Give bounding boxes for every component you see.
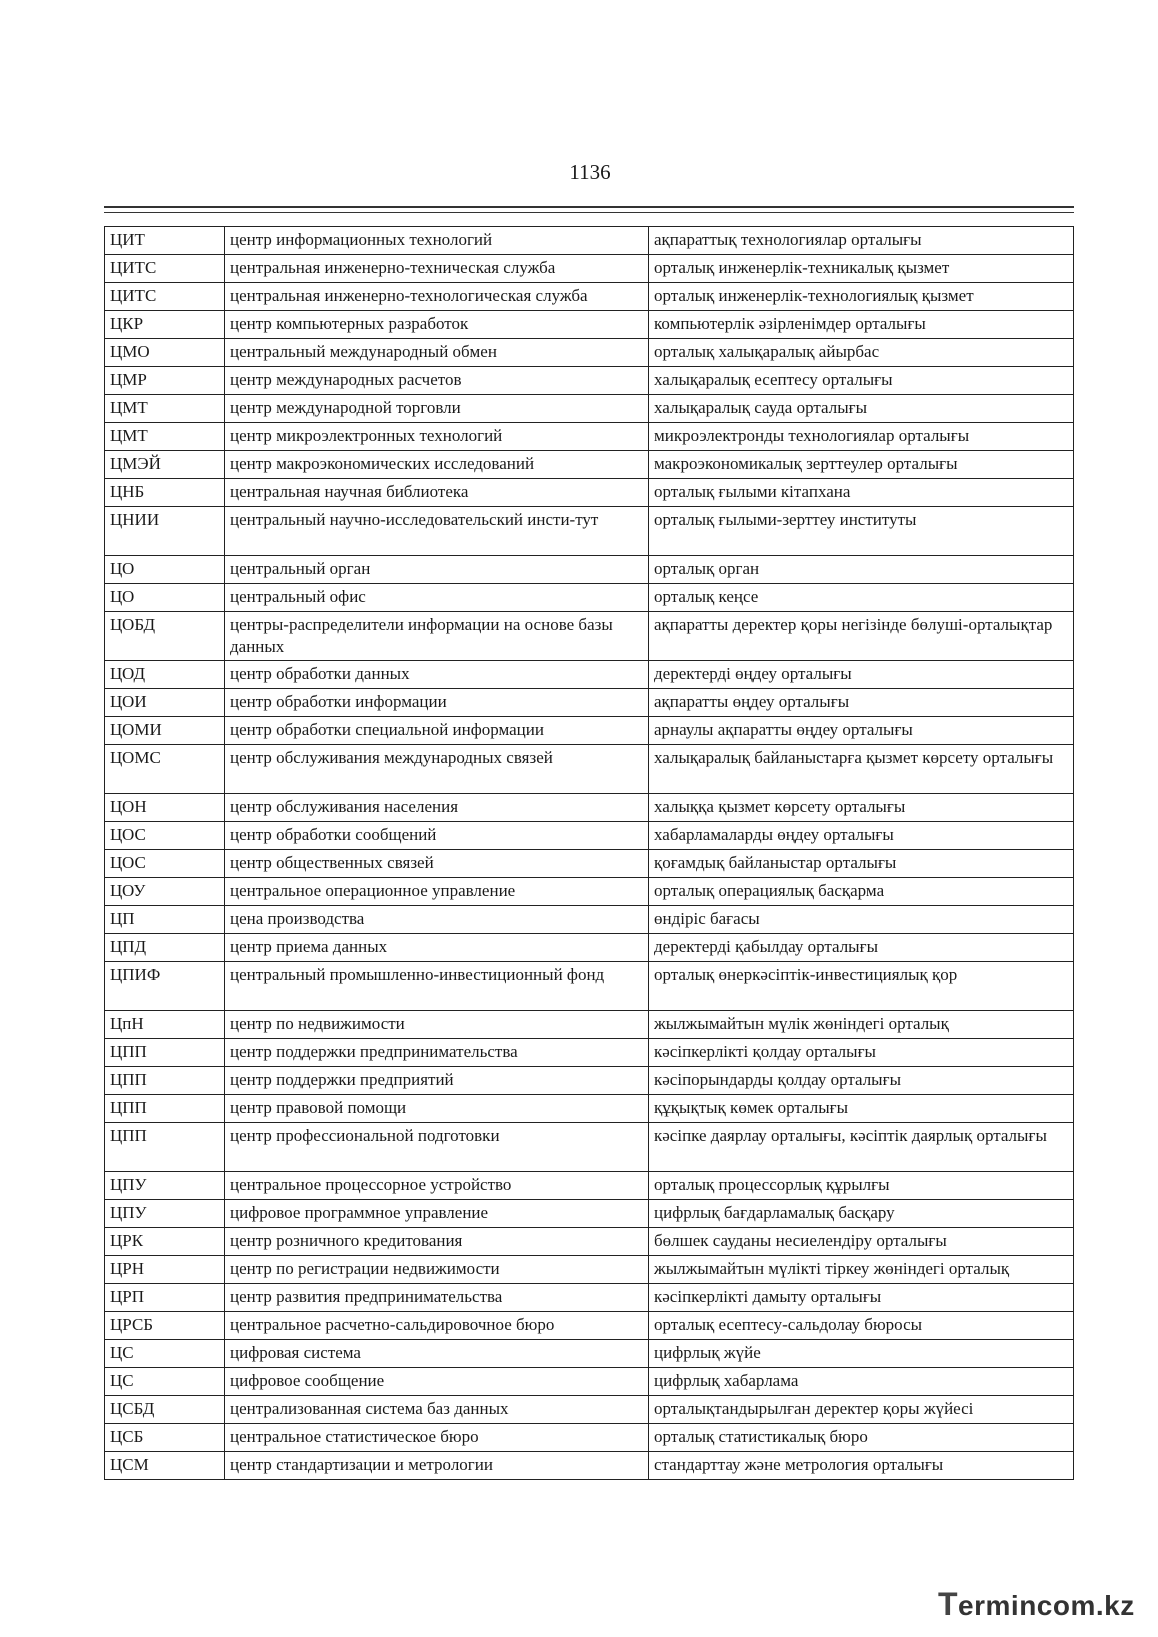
kazakh-term-cell: қоғамдық байланыстар орталығы — [649, 850, 1074, 878]
russian-term-cell: центр правовой помощи — [225, 1095, 649, 1123]
table-row — [105, 934, 1074, 962]
table-row — [105, 1452, 1074, 1480]
russian-term-cell: центральная инженерно-техническая служба — [225, 255, 649, 283]
table-row — [105, 1228, 1074, 1256]
abbreviation-cell: ЦО — [105, 556, 225, 584]
russian-term-cell: цифровое сообщение — [225, 1368, 649, 1396]
kazakh-term-cell: орталық операциялық басқарма — [649, 878, 1074, 906]
russian-term-cell: центр международной торговли — [225, 395, 649, 423]
table-row — [105, 1011, 1074, 1039]
kazakh-term-cell: бөлшек сауданы несиелендіру орталығы — [649, 1228, 1074, 1256]
table-row — [105, 1039, 1074, 1067]
russian-term-cell: центральный международный обмен — [225, 339, 649, 367]
table-row — [105, 339, 1074, 367]
kazakh-term-cell: құқықтық көмек орталығы — [649, 1095, 1074, 1123]
abbreviation-cell: ЦОН — [105, 794, 225, 822]
table-row — [105, 395, 1074, 423]
abbreviation-cell: ЦОУ — [105, 878, 225, 906]
table-row — [105, 584, 1074, 612]
abbreviation-cell: ЦМО — [105, 339, 225, 367]
kazakh-term-cell: арнаулы ақпаратты өңдеу орталығы — [649, 717, 1074, 745]
kazakh-term-cell: кәсіпорындарды қолдау орталығы — [649, 1067, 1074, 1095]
kazakh-term-cell: компьютерлік әзірленімдер орталығы — [649, 311, 1074, 339]
abbreviation-cell: ЦОД — [105, 661, 225, 689]
russian-term-cell: центр международных расчетов — [225, 367, 649, 395]
russian-term-cell: цена производства — [225, 906, 649, 934]
russian-term-cell: центральная инженерно-технологическая служба — [225, 283, 649, 311]
table-row — [105, 612, 1074, 661]
russian-term-cell: центральное процессорное устройство — [225, 1172, 649, 1200]
abbreviation-cell: ЦП — [105, 906, 225, 934]
abbreviation-cell: ЦМТ — [105, 423, 225, 451]
kazakh-term-cell: орталық инженерлік-технологиялық қызмет — [649, 283, 1074, 311]
table-row — [105, 1095, 1074, 1123]
table-row — [105, 311, 1074, 339]
table-row — [105, 689, 1074, 717]
abbreviation-cell: ЦпН — [105, 1011, 225, 1039]
russian-term-cell: цифровая система — [225, 1340, 649, 1368]
kazakh-term-cell: хабарламаларды өңдеу орталығы — [649, 822, 1074, 850]
abbreviation-cell: ЦО — [105, 584, 225, 612]
abbreviation-cell: ЦПП — [105, 1123, 225, 1172]
kazakh-term-cell: макроэкономикалық зерттеулер орталығы — [649, 451, 1074, 479]
abbreviation-cell: ЦМЭЙ — [105, 451, 225, 479]
abbreviation-cell: ЦСБ — [105, 1424, 225, 1452]
russian-term-cell: центральный орган — [225, 556, 649, 584]
russian-term-cell: центр приема данных — [225, 934, 649, 962]
table-row — [105, 1123, 1074, 1172]
kazakh-term-cell: цифрлық бағдарламалық басқару — [649, 1200, 1074, 1228]
russian-term-cell: центр компьютерных разработок — [225, 311, 649, 339]
russian-term-cell: центр макроэкономических исследований — [225, 451, 649, 479]
kazakh-term-cell: орталық ғылыми-зерттеу институты — [649, 507, 1074, 556]
table-row — [105, 1312, 1074, 1340]
table-row — [105, 1396, 1074, 1424]
russian-term-cell: центр поддержки предпринимательства — [225, 1039, 649, 1067]
kazakh-term-cell: орталық халықаралық айырбас — [649, 339, 1074, 367]
russian-term-cell: центр обработки сообщений — [225, 822, 649, 850]
kazakh-term-cell: микроэлектронды технологиялар орталығы — [649, 423, 1074, 451]
kazakh-term-cell: кәсіпке даярлау орталығы, кәсіптік даярлық орталығы — [649, 1123, 1074, 1172]
russian-term-cell: центральное операционное управление — [225, 878, 649, 906]
table-row — [105, 1368, 1074, 1396]
abbreviation-table — [104, 226, 1074, 1480]
kazakh-term-cell: кәсіпкерлікті қолдау орталығы — [649, 1039, 1074, 1067]
russian-term-cell: центральный научно-исследовательский инсти-тут — [225, 507, 649, 556]
header-rule-thin — [104, 212, 1074, 213]
abbreviation-cell: ЦС — [105, 1340, 225, 1368]
russian-term-cell: центр поддержки предприятий — [225, 1067, 649, 1095]
abbreviation-cell: ЦИТ — [105, 227, 225, 255]
table-row — [105, 479, 1074, 507]
russian-term-cell: центр по недвижимости — [225, 1011, 649, 1039]
kazakh-term-cell: деректерді қабылдау орталығы — [649, 934, 1074, 962]
termincom-logo: Termincom.kz — [938, 1586, 1135, 1622]
kazakh-term-cell: жылжымайтын мүлік жөніндегі орталық — [649, 1011, 1074, 1039]
kazakh-term-cell: орталық процессорлық құрылғы — [649, 1172, 1074, 1200]
table-row — [105, 717, 1074, 745]
table-row — [105, 745, 1074, 794]
table-row — [105, 1172, 1074, 1200]
kazakh-term-cell: жылжымайтын мүлікті тіркеу жөніндегі орталық — [649, 1256, 1074, 1284]
table-row — [105, 283, 1074, 311]
russian-term-cell: централизованная система баз данных — [225, 1396, 649, 1424]
abbreviation-cell: ЦПП — [105, 1039, 225, 1067]
russian-term-cell: центр обслуживания международных связей — [225, 745, 649, 794]
kazakh-term-cell: ақпаратты деректер қоры негізінде бөлуші-орталықтар — [649, 612, 1074, 661]
table-row — [105, 822, 1074, 850]
table-row — [105, 1200, 1074, 1228]
table-row — [105, 850, 1074, 878]
table-row — [105, 1424, 1074, 1452]
kazakh-term-cell: цифрлық жүйе — [649, 1340, 1074, 1368]
abbreviation-cell: ЦПУ — [105, 1172, 225, 1200]
table-row — [105, 1284, 1074, 1312]
abbreviation-cell: ЦПП — [105, 1067, 225, 1095]
table-row — [105, 1256, 1074, 1284]
abbreviation-cell: ЦОС — [105, 822, 225, 850]
table-row — [105, 556, 1074, 584]
table-row — [105, 367, 1074, 395]
kazakh-term-cell: халықаралық байланыстарға қызмет көрсету орталығы — [649, 745, 1074, 794]
abbreviation-cell: ЦОМИ — [105, 717, 225, 745]
kazakh-term-cell: ақпаратты өңдеу орталығы — [649, 689, 1074, 717]
abbreviation-cell: ЦСБД — [105, 1396, 225, 1424]
russian-term-cell: центр по регистрации недвижимости — [225, 1256, 649, 1284]
russian-term-cell: центр розничного кредитования — [225, 1228, 649, 1256]
kazakh-term-cell: орталық есептесу-сальдолау бюросы — [649, 1312, 1074, 1340]
kazakh-term-cell: өндіріс бағасы — [649, 906, 1074, 934]
abbreviation-cell: ЦПУ — [105, 1200, 225, 1228]
kazakh-term-cell: кәсіпкерлікті дамыту орталығы — [649, 1284, 1074, 1312]
abbreviation-cell: ЦОБД — [105, 612, 225, 661]
kazakh-term-cell: халықаралық сауда орталығы — [649, 395, 1074, 423]
table-row — [105, 507, 1074, 556]
russian-term-cell: центр информационных технологий — [225, 227, 649, 255]
abbreviation-cell: ЦСМ — [105, 1452, 225, 1480]
abbreviation-cell: ЦРН — [105, 1256, 225, 1284]
russian-term-cell: центр обработки данных — [225, 661, 649, 689]
abbreviation-cell: ЦПП — [105, 1095, 225, 1123]
russian-term-cell: центральное статистическое бюро — [225, 1424, 649, 1452]
russian-term-cell: центр общественных связей — [225, 850, 649, 878]
abbreviation-cell: ЦКР — [105, 311, 225, 339]
russian-term-cell: центральная научная библиотека — [225, 479, 649, 507]
abbreviation-cell: ЦРП — [105, 1284, 225, 1312]
kazakh-term-cell: орталық ғылыми кітапхана — [649, 479, 1074, 507]
abbreviation-cell: ЦРСБ — [105, 1312, 225, 1340]
abbreviation-cell: ЦОС — [105, 850, 225, 878]
abbreviation-cell: ЦОМС — [105, 745, 225, 794]
kazakh-term-cell: цифрлық хабарлама — [649, 1368, 1074, 1396]
russian-term-cell: центр обработки специальной информации — [225, 717, 649, 745]
russian-term-cell: центр стандартизации и метрологии — [225, 1452, 649, 1480]
table-row — [105, 255, 1074, 283]
abbreviation-cell: ЦНБ — [105, 479, 225, 507]
kazakh-term-cell: деректерді өңдеу орталығы — [649, 661, 1074, 689]
kazakh-term-cell: халыққа қызмет көрсету орталығы — [649, 794, 1074, 822]
russian-term-cell: центр обслуживания населения — [225, 794, 649, 822]
russian-term-cell: центр профессиональной подготовки — [225, 1123, 649, 1172]
table-row — [105, 962, 1074, 1011]
page-number: 1136 — [569, 160, 611, 184]
kazakh-term-cell: орталықтандырылған деректер қоры жүйесі — [649, 1396, 1074, 1424]
abbreviation-cell: ЦПИФ — [105, 962, 225, 1011]
table-row — [105, 878, 1074, 906]
russian-term-cell: центральный офис — [225, 584, 649, 612]
russian-term-cell: центр развития предпринимательства — [225, 1284, 649, 1312]
table-row — [105, 451, 1074, 479]
kazakh-term-cell: орталық өнеркәсіптік-инвестициялық қор — [649, 962, 1074, 1011]
kazakh-term-cell: халықаралық есептесу орталығы — [649, 367, 1074, 395]
kazakh-term-cell: орталық инженерлік-техникалық қызмет — [649, 255, 1074, 283]
table-row — [105, 661, 1074, 689]
kazakh-term-cell: орталық орган — [649, 556, 1074, 584]
kazakh-term-cell: стандарттау және метрология орталығы — [649, 1452, 1074, 1480]
abbreviation-cell: ЦМР — [105, 367, 225, 395]
table-row — [105, 906, 1074, 934]
table-row — [105, 423, 1074, 451]
kazakh-term-cell: орталық кеңсе — [649, 584, 1074, 612]
kazakh-term-cell: орталық статистикалық бюро — [649, 1424, 1074, 1452]
table-row — [105, 794, 1074, 822]
abbreviation-cell: ЦМТ — [105, 395, 225, 423]
abbreviation-cell: ЦИТС — [105, 255, 225, 283]
kazakh-term-cell: ақпараттық технологиялар орталығы — [649, 227, 1074, 255]
abbreviation-cell: ЦРК — [105, 1228, 225, 1256]
table-row — [105, 1067, 1074, 1095]
table-row — [105, 1340, 1074, 1368]
russian-term-cell: центр обработки информации — [225, 689, 649, 717]
abbreviation-cell: ЦОИ — [105, 689, 225, 717]
russian-term-cell: цифровое программное управление — [225, 1200, 649, 1228]
abbreviation-cell: ЦИТС — [105, 283, 225, 311]
russian-term-cell: центральное расчетно-сальдировочное бюро — [225, 1312, 649, 1340]
russian-term-cell: центры-распределители информации на основе базы данных — [225, 612, 649, 661]
abbreviation-cell: ЦПД — [105, 934, 225, 962]
header-rule-thick — [104, 206, 1074, 208]
russian-term-cell: центр микроэлектронных технологий — [225, 423, 649, 451]
russian-term-cell: центральный промышленно-инвестиционный фонд — [225, 962, 649, 1011]
abbreviation-cell: ЦС — [105, 1368, 225, 1396]
abbreviation-cell: ЦНИИ — [105, 507, 225, 556]
table-row — [105, 227, 1074, 255]
